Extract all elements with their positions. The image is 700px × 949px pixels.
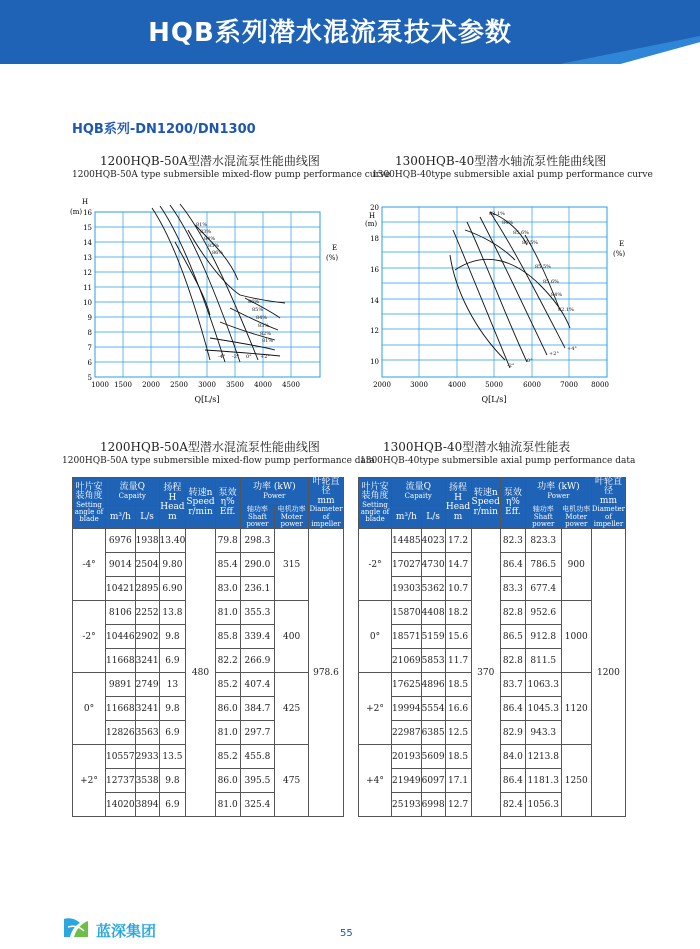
col-angle-header: 叶片安装角度 Setting angle of blade bbox=[359, 478, 392, 529]
flow-ls-cell: 3563 bbox=[135, 721, 159, 745]
col-motor-power: 电机功率 Moter power bbox=[562, 505, 591, 528]
company-logo-icon bbox=[62, 915, 90, 941]
head-cell: 17.2 bbox=[445, 529, 471, 553]
head-cell: 9.8 bbox=[159, 769, 186, 793]
col-speed-header: 转速n Speed r/min bbox=[471, 478, 500, 529]
col-flow-m3h: m³/h bbox=[106, 506, 136, 529]
flow-m3h-cell: 17027 bbox=[392, 553, 422, 577]
flow-ls-cell: 4408 bbox=[421, 601, 445, 625]
series-title: HQB系列-DN1200/DN1300 bbox=[72, 122, 256, 137]
blade-angle-cell: -4° bbox=[73, 529, 106, 601]
shaft-power-cell: 677.4 bbox=[525, 577, 561, 601]
right-e-axis-unit: (%) bbox=[613, 250, 626, 258]
left-x-tick: 3500 bbox=[226, 381, 244, 389]
footer-brand: 蓝深集团 bbox=[96, 922, 157, 940]
page-title: HQB系列潜水混流泵技术参数 bbox=[148, 18, 512, 48]
left-angle-label: -2° bbox=[232, 354, 240, 360]
flow-ls-cell: 5159 bbox=[421, 625, 445, 649]
right-x-tick: 8000 bbox=[591, 381, 609, 389]
col-diameter-header: 叶轮直径 mm Diameter of impeller bbox=[591, 477, 625, 528]
flow-m3h-cell: 11668 bbox=[106, 697, 136, 721]
col-motor-power: 电机功率 Moter power bbox=[275, 506, 309, 529]
head-cell: 17.1 bbox=[445, 769, 471, 793]
flow-ls-cell: 4023 bbox=[421, 529, 445, 553]
flow-ls-cell: 4730 bbox=[421, 553, 445, 577]
left-eff-label: 82% bbox=[260, 331, 272, 337]
col-flow-header: 流量Q Capaity bbox=[392, 478, 446, 506]
right-table-title-en: 1300HQB-40type submersible axial pump performance data bbox=[360, 456, 636, 466]
left-x-tick: 4000 bbox=[254, 381, 272, 389]
flow-ls-cell: 2902 bbox=[135, 625, 159, 649]
left-eff-label: 85% bbox=[252, 307, 264, 313]
left-y-tick: 12 bbox=[83, 269, 92, 277]
head-cell: 18.5 bbox=[445, 673, 471, 697]
right-y-tick: 18 bbox=[370, 235, 379, 243]
left-x-tick: 4500 bbox=[282, 381, 300, 389]
motor-power-cell: 1000 bbox=[561, 601, 591, 673]
head-cell: 6.9 bbox=[159, 721, 186, 745]
motor-power-cell: 900 bbox=[561, 529, 591, 601]
right-eff-label: 86.5% bbox=[522, 240, 538, 246]
shaft-power-cell: 339.4 bbox=[240, 625, 275, 649]
left-x-axis-label: Q[L/s] bbox=[194, 395, 220, 404]
flow-ls-cell: 5554 bbox=[421, 697, 445, 721]
head-cell: 6.9 bbox=[159, 793, 186, 817]
left-y-tick: 16 bbox=[83, 209, 92, 217]
left-e-axis-unit: (%) bbox=[326, 254, 339, 262]
left-table-title-zh: 1200HQB-50A型潜水混流泵性能曲线图 bbox=[100, 440, 320, 454]
shaft-power-cell: 1063.3 bbox=[525, 673, 561, 697]
right-eff-label: 84% bbox=[551, 292, 563, 298]
left-chart-title-en: 1200HQB-50A type submersible mixed-flow pump performance curve bbox=[72, 170, 391, 180]
efficiency-cell: 82.2 bbox=[215, 649, 240, 673]
right-x-tick: 4000 bbox=[448, 381, 466, 389]
efficiency-cell: 82.3 bbox=[500, 529, 525, 553]
col-flow-m3h: m³/h bbox=[392, 506, 422, 529]
flow-m3h-cell: 12737 bbox=[106, 769, 136, 793]
shaft-power-cell: 912.8 bbox=[525, 625, 561, 649]
shaft-power-cell: 290.0 bbox=[240, 553, 275, 577]
head-cell: 15.6 bbox=[445, 625, 471, 649]
efficiency-cell: 82.4 bbox=[500, 793, 525, 817]
efficiency-cell: 86.0 bbox=[215, 769, 240, 793]
shaft-power-cell: 407.4 bbox=[240, 673, 275, 697]
flow-m3h-cell: 10446 bbox=[106, 625, 136, 649]
flow-m3h-cell: 20193 bbox=[392, 745, 422, 769]
head-cell: 14.7 bbox=[445, 553, 471, 577]
head-cell: 10.7 bbox=[445, 577, 471, 601]
flow-m3h-cell: 19303 bbox=[392, 577, 422, 601]
right-y-tick: 14 bbox=[370, 297, 379, 305]
left-table-title-en: 1200HQB-50A type submersible mixed-flow pump performance data bbox=[62, 456, 375, 466]
flow-m3h-cell: 9014 bbox=[106, 553, 136, 577]
flow-m3h-cell: 8106 bbox=[106, 601, 136, 625]
head-cell: 9.8 bbox=[159, 697, 186, 721]
blade-angle-cell: +2° bbox=[73, 745, 106, 817]
flow-m3h-cell: 21949 bbox=[392, 769, 422, 793]
right-x-axis-label: Q[L/s] bbox=[481, 395, 507, 404]
flow-ls-cell: 2504 bbox=[135, 553, 159, 577]
left-eff-label: 86% bbox=[212, 250, 224, 256]
shaft-power-cell: 355.3 bbox=[240, 601, 275, 625]
blade-angle-cell: -2° bbox=[73, 601, 106, 673]
left-y-axis-unit: (m) bbox=[70, 208, 83, 216]
flow-m3h-cell: 9891 bbox=[106, 673, 136, 697]
right-performance-chart bbox=[355, 190, 650, 405]
right-performance-table bbox=[358, 477, 626, 817]
right-y-axis-title: H bbox=[369, 212, 376, 220]
flow-ls-cell: 5362 bbox=[421, 577, 445, 601]
blade-angle-cell: +4° bbox=[359, 745, 392, 817]
right-x-tick: 6000 bbox=[523, 381, 541, 389]
left-y-tick: 15 bbox=[83, 224, 92, 232]
shaft-power-cell: 455.8 bbox=[240, 745, 275, 769]
efficiency-cell: 83.3 bbox=[500, 577, 525, 601]
right-table-title-zh: 1300HQB-40型潜水轴流泵性能表 bbox=[383, 440, 571, 454]
head-cell: 9.80 bbox=[159, 553, 186, 577]
flow-m3h-cell: 6976 bbox=[106, 529, 136, 553]
flow-ls-cell: 6097 bbox=[421, 769, 445, 793]
flow-ls-cell: 6998 bbox=[421, 793, 445, 817]
flow-m3h-cell: 12826 bbox=[106, 721, 136, 745]
shaft-power-cell: 811.5 bbox=[525, 649, 561, 673]
shaft-power-cell: 384.7 bbox=[240, 697, 275, 721]
left-eff-label: 86% bbox=[248, 299, 260, 305]
flow-ls-cell: 3241 bbox=[135, 697, 159, 721]
efficiency-cell: 86.5 bbox=[500, 625, 525, 649]
left-x-tick: 1500 bbox=[114, 381, 132, 389]
efficiency-cell: 82.8 bbox=[500, 601, 525, 625]
flow-m3h-cell: 14020 bbox=[106, 793, 136, 817]
left-angle-label: +2° bbox=[260, 354, 270, 360]
left-y-tick: 7 bbox=[87, 344, 92, 352]
right-x-tick: 3000 bbox=[410, 381, 428, 389]
motor-power-cell: 1250 bbox=[561, 745, 591, 817]
left-angle-label: -4° bbox=[218, 354, 226, 360]
efficiency-cell: 86.4 bbox=[500, 553, 525, 577]
right-e-axis-title: E bbox=[619, 240, 625, 248]
efficiency-cell: 86.4 bbox=[500, 697, 525, 721]
col-speed-header: 转速n Speed r/min bbox=[186, 478, 215, 529]
efficiency-cell: 81.0 bbox=[215, 721, 240, 745]
shaft-power-cell: 298.3 bbox=[240, 529, 275, 553]
right-y-tick: 16 bbox=[370, 266, 379, 274]
left-y-axis-title: H bbox=[82, 198, 89, 206]
col-shaft-power: 轴功率 Shaft power bbox=[525, 506, 561, 529]
speed-cell: 480 bbox=[186, 529, 215, 817]
efficiency-cell: 85.8 bbox=[215, 625, 240, 649]
efficiency-cell: 81.0 bbox=[215, 601, 240, 625]
head-cell: 6.90 bbox=[159, 577, 186, 601]
efficiency-cell: 81.0 bbox=[215, 793, 240, 817]
left-x-tick: 2000 bbox=[142, 381, 160, 389]
col-head-header: 扬程H Head m bbox=[445, 478, 471, 529]
right-x-tick: 2000 bbox=[373, 381, 391, 389]
left-chart-title-zh: 1200HQB-50A型潜水混流泵性能曲线图 bbox=[100, 154, 320, 168]
shaft-power-cell: 266.9 bbox=[240, 649, 275, 673]
col-eff-header: 泵效 η% Eff. bbox=[215, 478, 240, 529]
head-cell: 13.40 bbox=[159, 529, 186, 553]
flow-m3h-cell: 14485 bbox=[392, 529, 422, 553]
col-diameter-header: 叶轮直径 mm Diameter of impeller bbox=[309, 477, 343, 528]
head-cell: 13 bbox=[159, 673, 186, 697]
blade-angle-cell: +2° bbox=[359, 673, 392, 745]
shaft-power-cell: 823.3 bbox=[525, 529, 561, 553]
flow-m3h-cell: 15870 bbox=[392, 601, 422, 625]
efficiency-cell: 86.4 bbox=[500, 769, 525, 793]
shaft-power-cell: 1056.3 bbox=[525, 793, 561, 817]
motor-power-cell: 1120 bbox=[561, 673, 591, 745]
blade-angle-cell: -2° bbox=[359, 529, 392, 601]
head-cell: 13.8 bbox=[159, 601, 186, 625]
left-x-tick: 3000 bbox=[198, 381, 216, 389]
left-eff-label: 81% bbox=[196, 222, 208, 228]
flow-m3h-cell: 19994 bbox=[392, 697, 422, 721]
flow-m3h-cell: 18571 bbox=[392, 625, 422, 649]
head-cell: 12.5 bbox=[445, 721, 471, 745]
left-y-tick: 13 bbox=[83, 254, 92, 262]
flow-m3h-cell: 21069 bbox=[392, 649, 422, 673]
left-y-tick: 9 bbox=[87, 314, 92, 322]
shaft-power-cell: 1213.8 bbox=[525, 745, 561, 769]
shaft-power-cell: 943.3 bbox=[525, 721, 561, 745]
flow-ls-cell: 3538 bbox=[135, 769, 159, 793]
col-eff-header: 泵效 η% Eff. bbox=[500, 478, 525, 529]
flow-m3h-cell: 11668 bbox=[106, 649, 136, 673]
right-eff-label: 85.6% bbox=[513, 230, 529, 236]
motor-power-cell: 475 bbox=[275, 745, 309, 817]
flow-m3h-cell: 10557 bbox=[106, 745, 136, 769]
shaft-power-cell: 297.7 bbox=[240, 721, 275, 745]
left-y-tick: 8 bbox=[87, 329, 92, 337]
flow-ls-cell: 3894 bbox=[135, 793, 159, 817]
head-cell: 11.7 bbox=[445, 649, 471, 673]
table-row bbox=[73, 529, 344, 553]
shaft-power-cell: 1045.3 bbox=[525, 697, 561, 721]
right-eff-label: 85.5% bbox=[535, 264, 551, 270]
col-flow-ls: L/s bbox=[135, 506, 159, 529]
page-number: 55 bbox=[340, 928, 353, 939]
efficiency-cell: 85.4 bbox=[215, 553, 240, 577]
flow-ls-cell: 1938 bbox=[135, 529, 159, 553]
efficiency-cell: 85.2 bbox=[215, 745, 240, 769]
right-x-tick: 7000 bbox=[560, 381, 578, 389]
blade-angle-cell: 0° bbox=[359, 601, 392, 673]
right-eff-label: 84% bbox=[502, 220, 514, 226]
left-y-tick: 6 bbox=[87, 359, 92, 367]
right-y-tick: 20 bbox=[370, 204, 379, 212]
shaft-power-cell: 325.4 bbox=[240, 793, 275, 817]
efficiency-cell: 79.8 bbox=[215, 529, 240, 553]
right-x-tick: 5000 bbox=[485, 381, 503, 389]
head-cell: 9.8 bbox=[159, 625, 186, 649]
head-cell: 6.9 bbox=[159, 649, 186, 673]
motor-power-cell: 425 bbox=[275, 673, 309, 745]
head-cell: 12.7 bbox=[445, 793, 471, 817]
right-angle-label: +2° bbox=[549, 351, 559, 357]
efficiency-cell: 84.0 bbox=[500, 745, 525, 769]
efficiency-cell: 86.0 bbox=[215, 697, 240, 721]
flow-m3h-cell: 17625 bbox=[392, 673, 422, 697]
right-y-tick: 12 bbox=[370, 327, 379, 335]
head-cell: 13.5 bbox=[159, 745, 186, 769]
motor-power-cell: 400 bbox=[275, 601, 309, 673]
left-performance-table bbox=[72, 477, 344, 817]
flow-m3h-cell: 10421 bbox=[106, 577, 136, 601]
left-y-tick: 10 bbox=[83, 299, 92, 307]
col-flow-ls: L/s bbox=[421, 506, 445, 529]
flow-ls-cell: 2933 bbox=[135, 745, 159, 769]
motor-power-cell: 315 bbox=[275, 529, 309, 601]
shaft-power-cell: 236.1 bbox=[240, 577, 275, 601]
shaft-power-cell: 395.5 bbox=[240, 769, 275, 793]
efficiency-cell: 82.8 bbox=[500, 649, 525, 673]
col-angle-header: 叶片安装角度 Setting angle of blade bbox=[73, 478, 106, 529]
flow-ls-cell: 4896 bbox=[421, 673, 445, 697]
head-cell: 16.6 bbox=[445, 697, 471, 721]
left-e-axis-title: E bbox=[332, 244, 338, 252]
left-x-tick: 1000 bbox=[91, 381, 109, 389]
table-row bbox=[359, 529, 626, 553]
diameter-cell: 1200 bbox=[591, 529, 625, 817]
col-head-header: 扬程H Head m bbox=[159, 478, 186, 529]
left-performance-chart bbox=[60, 190, 355, 405]
flow-ls-cell: 5609 bbox=[421, 745, 445, 769]
efficiency-cell: 83.0 bbox=[215, 577, 240, 601]
left-eff-label: 84% bbox=[256, 315, 268, 321]
right-y-axis-unit: (m) bbox=[365, 220, 378, 228]
blade-angle-cell: 0° bbox=[73, 673, 106, 745]
right-angle-label: +4° bbox=[567, 346, 577, 352]
right-eff-label: 85.6% bbox=[543, 279, 559, 285]
diameter-cell: 978.6 bbox=[309, 529, 344, 817]
flow-ls-cell: 3241 bbox=[135, 649, 159, 673]
left-y-tick: 14 bbox=[83, 239, 92, 247]
left-y-tick: 11 bbox=[83, 284, 92, 292]
right-angle-label: 0° bbox=[527, 358, 533, 364]
left-eff-label: 84% bbox=[204, 236, 216, 242]
shaft-power-cell: 1181.3 bbox=[525, 769, 561, 793]
efficiency-cell: 83.7 bbox=[500, 673, 525, 697]
right-y-tick: 10 bbox=[370, 358, 379, 366]
left-eff-label: 83% bbox=[200, 229, 212, 235]
right-eff-label: 82.1% bbox=[489, 211, 505, 217]
right-chart-title-en: 1300HQB-40type submersible axial pump performance curve bbox=[372, 170, 653, 180]
head-cell: 18.5 bbox=[445, 745, 471, 769]
left-x-tick: 2500 bbox=[170, 381, 188, 389]
speed-cell: 370 bbox=[471, 529, 500, 817]
col-power-header: 功率 (kW) Power bbox=[525, 478, 591, 506]
flow-ls-cell: 2895 bbox=[135, 577, 159, 601]
left-eff-label: 85% bbox=[208, 243, 220, 249]
shaft-power-cell: 786.5 bbox=[525, 553, 561, 577]
right-chart-title-zh: 1300HQB-40型潜水轴流泵性能曲线图 bbox=[395, 154, 607, 168]
efficiency-cell: 85.2 bbox=[215, 673, 240, 697]
right-eff-label: 82.1% bbox=[558, 307, 574, 313]
col-power-header: 功率 (kW) Power bbox=[240, 478, 308, 506]
flow-ls-cell: 6385 bbox=[421, 721, 445, 745]
shaft-power-cell: 952.6 bbox=[525, 601, 561, 625]
left-eff-label: 81% bbox=[262, 338, 274, 344]
flow-ls-cell: 5853 bbox=[421, 649, 445, 673]
left-angle-label: 0° bbox=[246, 354, 252, 360]
flow-ls-cell: 2749 bbox=[135, 673, 159, 697]
right-angle-label: -2° bbox=[507, 363, 515, 369]
col-flow-header: 流量Q Capaity bbox=[106, 478, 160, 506]
col-shaft-power: 轴功率 Shaft power bbox=[240, 506, 275, 529]
left-y-tick: 5 bbox=[87, 374, 92, 382]
flow-m3h-cell: 25193 bbox=[392, 793, 422, 817]
efficiency-cell: 82.9 bbox=[500, 721, 525, 745]
head-cell: 18.2 bbox=[445, 601, 471, 625]
flow-m3h-cell: 22987 bbox=[392, 721, 422, 745]
left-eff-label: 83% bbox=[258, 323, 270, 329]
flow-ls-cell: 2252 bbox=[135, 601, 159, 625]
